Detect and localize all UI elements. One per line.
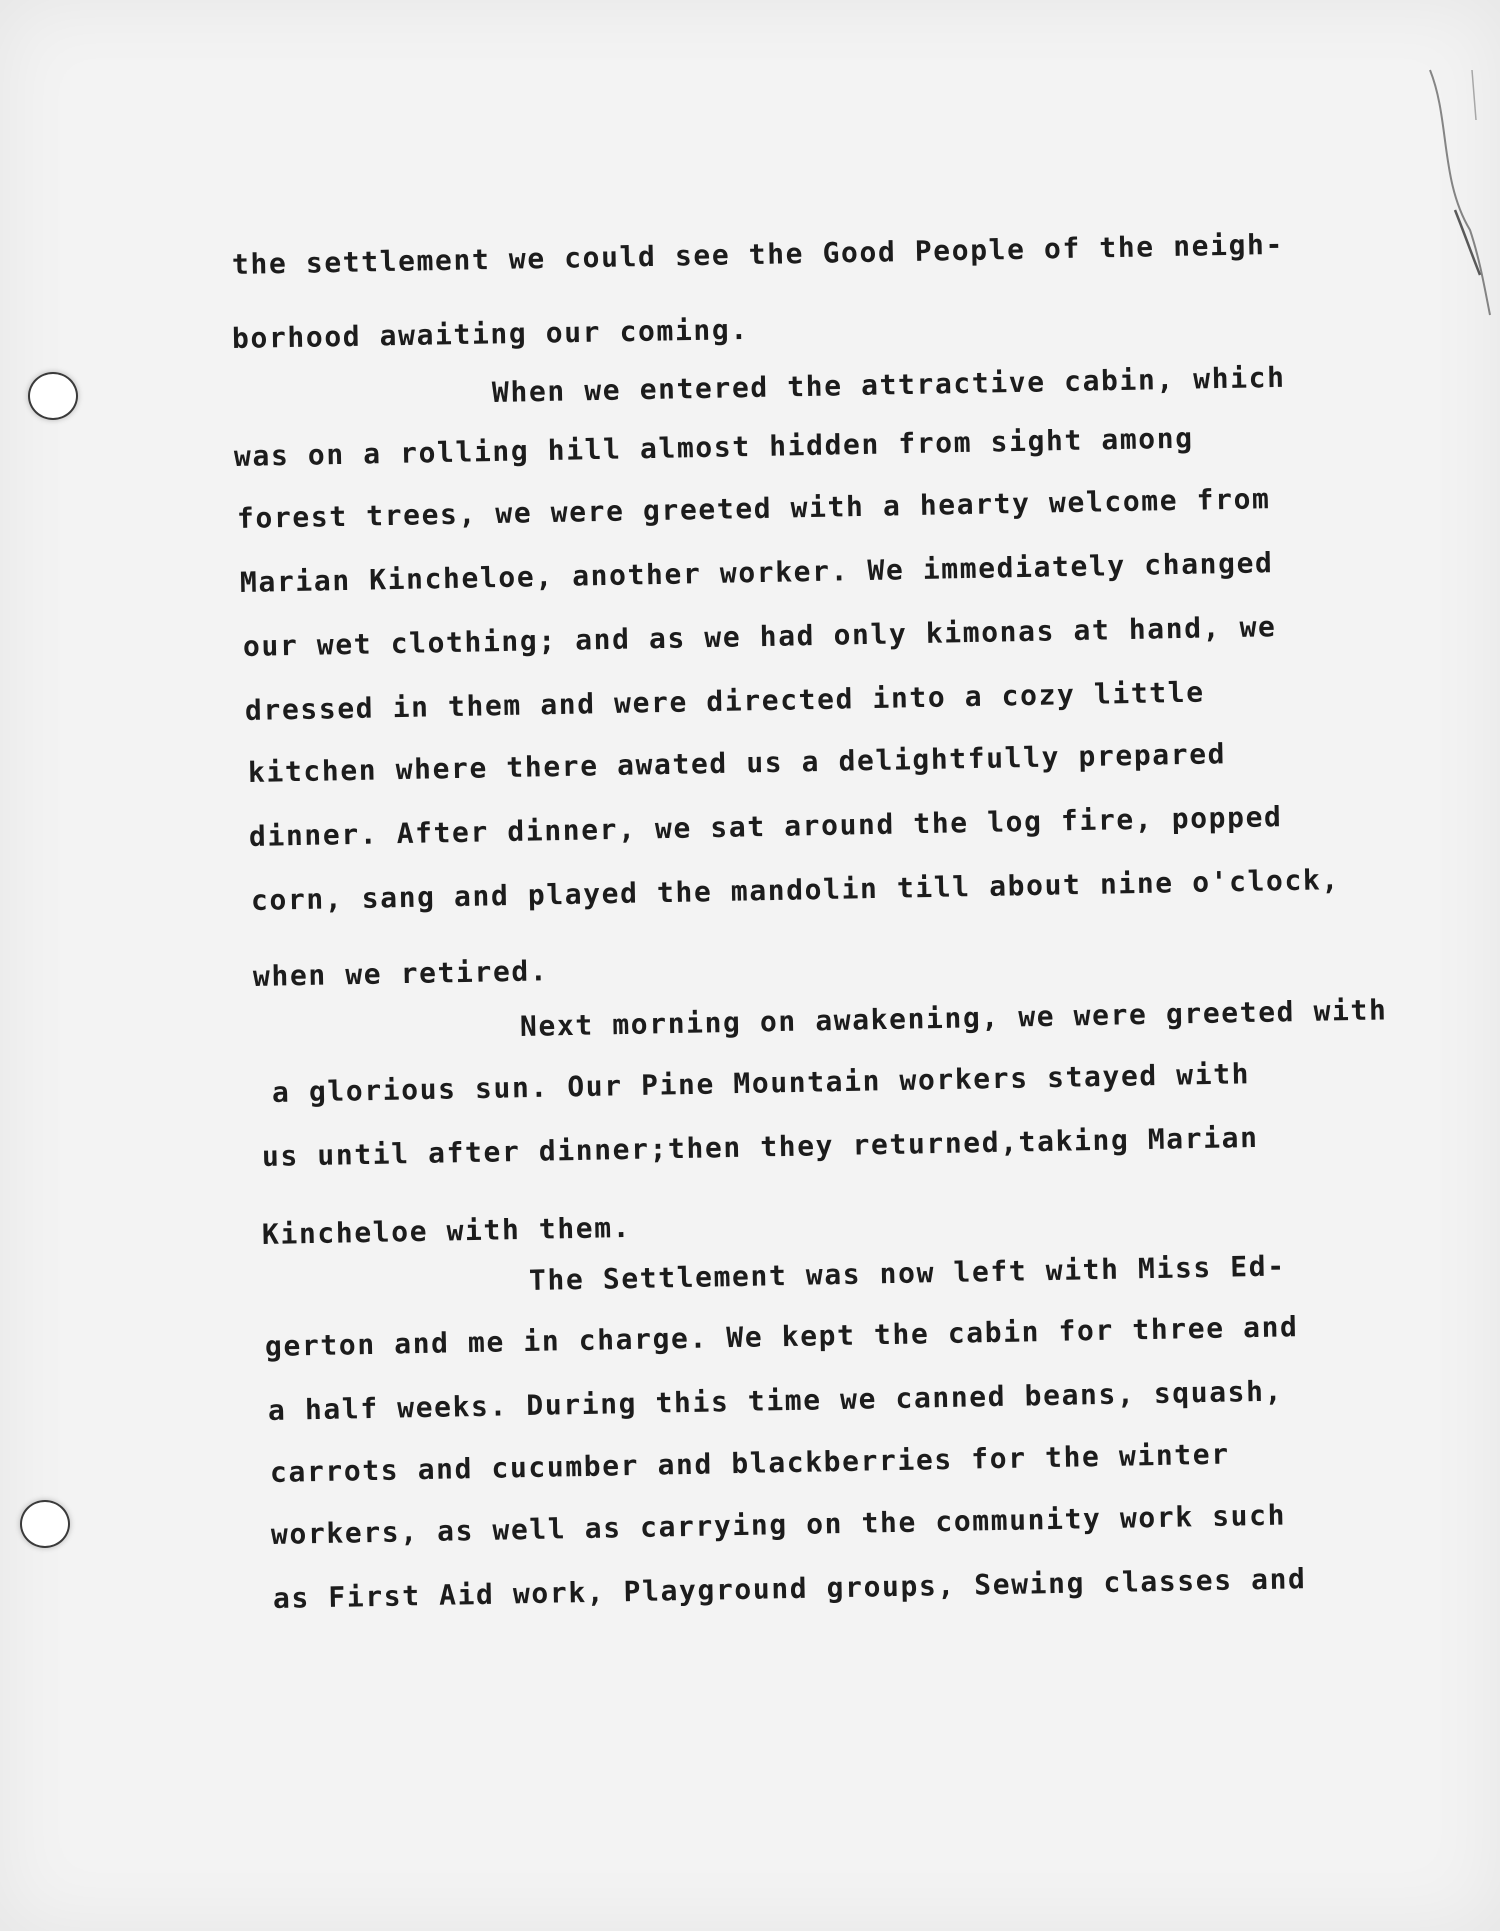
text-line: when we retired.: [252, 954, 549, 993]
text-line: corn, sang and played the mandolin till about nine o'clock,: [250, 863, 1341, 917]
text-line: workers, as well as carrying on the community work such: [270, 1498, 1287, 1551]
text-line: the settlement we could see the Good People of the neigh-: [231, 227, 1285, 281]
text-line: was on a rolling hill almost hidden from sight among: [233, 421, 1194, 473]
text-line: Kincheloe with them.: [261, 1210, 632, 1251]
text-line: borhood awaiting our coming.: [231, 312, 750, 355]
text-line: kitchen where there awated us a delightfully prepared: [247, 737, 1227, 789]
punch-hole-top: [28, 372, 78, 420]
text-line: Marian Kincheloe, another worker. We immediately changed: [239, 546, 1274, 599]
text-line: a half weeks. During this time we canned beans, squash,: [267, 1374, 1284, 1427]
text-line: gerton and me in charge. We kept the cabin for three and: [264, 1310, 1299, 1363]
text-line: When we entered the attractive cabin, which: [491, 360, 1286, 409]
paper-edge-marks: [1410, 60, 1500, 320]
text-line: dinner. After dinner, we sat around the log fire, popped: [248, 800, 1283, 853]
text-line: forest trees, we were greeted with a hearty welcome from: [236, 482, 1271, 535]
text-line: our wet clothing; and as we had only kimonas at hand, we: [242, 610, 1277, 663]
punch-hole-bottom: [20, 1500, 70, 1548]
text-line: us until after dinner;then they returned,taking Marian: [261, 1120, 1259, 1173]
text-line: dressed in them and were directed into a cozy little: [244, 675, 1205, 727]
text-line: Next morning on awakening, we were greeted with: [519, 993, 1388, 1043]
text-line: carrots and cucumber and blackberries for the winter: [269, 1437, 1230, 1489]
text-line: a glorious sun. Our Pine Mountain workers stayed with: [271, 1057, 1251, 1109]
text-line: The Settlement was now left with Miss Ed-: [528, 1249, 1286, 1297]
text-line: as First Aid work, Playground groups, Sewing classes and: [272, 1562, 1307, 1615]
